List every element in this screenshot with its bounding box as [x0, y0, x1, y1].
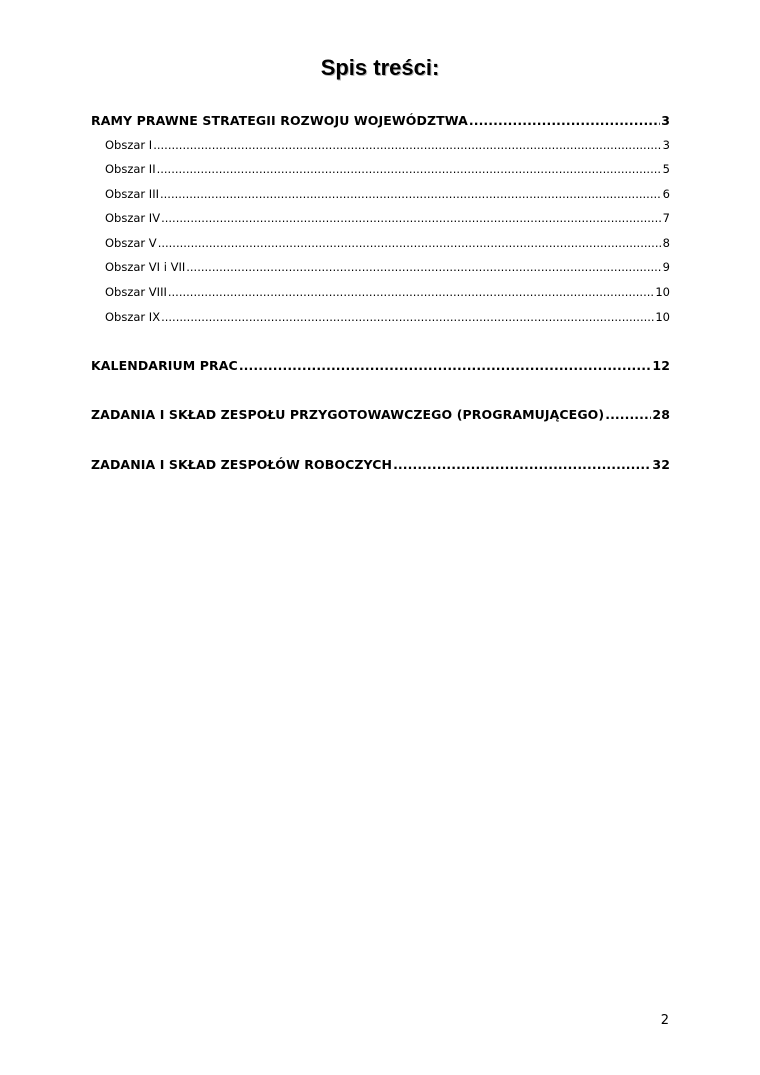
toc-entry-label: Obszar I	[105, 138, 153, 152]
table-of-contents	[91, 0, 670, 1075]
toc-dot-leader	[161, 310, 654, 325]
toc-entry-page: 7	[662, 211, 670, 225]
toc-dot-leader	[393, 457, 651, 473]
toc-entry-label: KALENDARIUM PRAC	[91, 358, 238, 373]
toc-dot-leader	[239, 358, 652, 374]
toc-entry-obszar-9[interactable]	[105, 310, 670, 325]
toc-entry-ramy-prawne[interactable]	[91, 113, 670, 129]
toc-entry-zespol-przygotowawczy[interactable]	[91, 407, 670, 423]
toc-entry-obszar-6-7[interactable]	[105, 260, 670, 275]
toc-entry-page: 32	[652, 457, 670, 472]
toc-entry-page: 3	[661, 113, 670, 128]
toc-entry-label: ZADANIA I SKŁAD ZESPOŁU PRZYGOTOWAWCZEGO (PROGRAMUJĄCEGO)	[91, 407, 605, 422]
toc-entry-page: 12	[652, 358, 670, 373]
toc-entry-page: 8	[662, 236, 670, 250]
toc-entry-label: Obszar IX	[105, 310, 161, 324]
toc-entry-label: ZADANIA I SKŁAD ZESPOŁÓW ROBOCZYCH	[91, 457, 393, 472]
toc-entry-obszar-4[interactable]	[105, 211, 670, 226]
toc-entry-page: 28	[652, 407, 670, 422]
toc-dot-leader	[161, 211, 662, 226]
toc-entry-page: 9	[662, 260, 670, 274]
toc-dot-leader	[186, 260, 661, 275]
page-title: Spis treści:	[320, 55, 440, 80]
toc-entry-label: Obszar II	[105, 162, 156, 176]
toc-entry-label: Obszar V	[105, 236, 157, 250]
toc-entry-obszar-2[interactable]	[105, 162, 670, 177]
toc-entry-page: 5	[662, 162, 670, 176]
toc-dot-leader	[158, 236, 662, 251]
toc-entry-label: Obszar III	[105, 187, 159, 201]
toc-entry-page: 3	[662, 138, 670, 152]
toc-entry-kalendarium[interactable]	[91, 358, 670, 374]
toc-entry-page: 10	[655, 310, 670, 324]
page-number: 2	[660, 1013, 669, 1028]
toc-dot-leader	[157, 162, 662, 177]
toc-entry-label: Obszar VIII	[105, 285, 167, 299]
toc-entry-obszar-3[interactable]	[105, 187, 670, 202]
toc-entry-obszar-8[interactable]	[105, 285, 670, 300]
toc-entry-zespoly-robocze[interactable]	[91, 457, 670, 473]
toc-dot-leader	[153, 138, 661, 153]
toc-dot-leader	[469, 113, 660, 129]
toc-entry-obszar-5[interactable]	[105, 236, 670, 251]
toc-entry-label: Obszar VI i VII	[105, 260, 186, 274]
toc-dot-leader	[160, 187, 662, 202]
toc-entry-obszar-1[interactable]	[105, 138, 670, 153]
toc-entry-page: 6	[662, 187, 670, 201]
toc-dot-leader	[605, 407, 651, 423]
toc-entry-label: Obszar IV	[105, 211, 161, 225]
toc-dot-leader	[168, 285, 655, 300]
toc-entry-page: 10	[655, 285, 670, 299]
toc-entry-label: RAMY PRAWNE STRATEGII ROZWOJU WOJEWÓDZTWA	[91, 113, 468, 128]
